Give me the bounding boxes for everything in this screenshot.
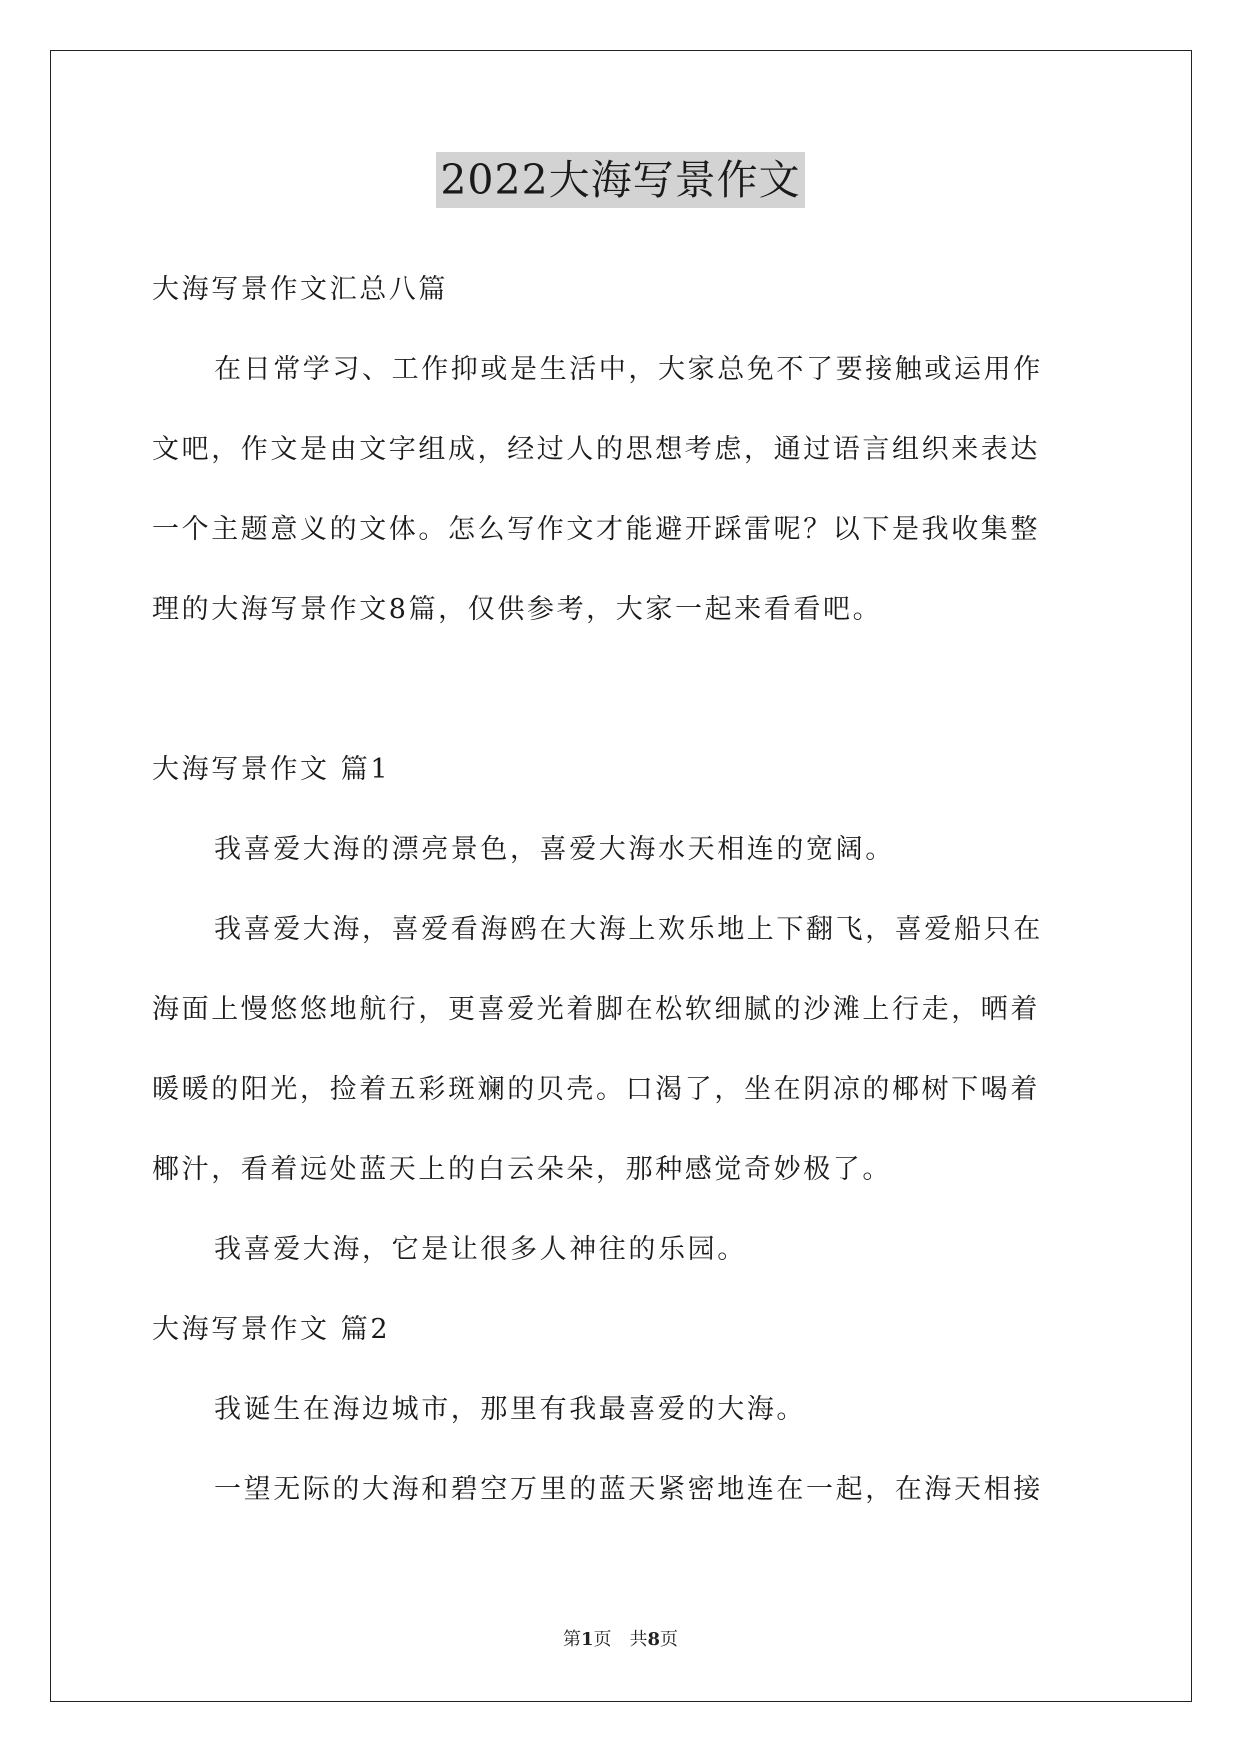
intro-line-3: 一个主题意义的文体。怎么写作文才能避开踩雷呢？以下是我收集整 bbox=[152, 514, 1040, 545]
section-1-line-6: 我喜爱大海，它是让很多人神往的乐园。 bbox=[214, 1234, 747, 1265]
section-1-heading: 大海写景作文 篇1 bbox=[152, 754, 391, 785]
intro-line-2: 文吧，作文是由文字组成，经过人的思想考虑，通过语言组织来表达 bbox=[152, 434, 1040, 465]
section-1-line-1: 我喜爱大海的漂亮景色，喜爱大海水天相连的宽阔。 bbox=[214, 834, 895, 865]
section-1-line-5: 椰汁，看着远处蓝天上的白云朵朵，那种感觉奇妙极了。 bbox=[152, 1154, 892, 1185]
intro-line-1: 在日常学习、工作抑或是生活中，大家总免不了要接触或运用作 bbox=[214, 354, 1043, 385]
page-suffix: 页 bbox=[660, 1629, 679, 1650]
document-subtitle: 大海写景作文汇总八篇 bbox=[152, 274, 448, 305]
section-2-heading: 大海写景作文 篇2 bbox=[152, 1314, 391, 1345]
section-1-line-2: 我喜爱大海，喜爱看海鸥在大海上欢乐地上下翻飞，喜爱船只在 bbox=[214, 914, 1043, 945]
section-1-line-4: 暖暖的阳光，捡着五彩斑斓的贝壳。口渴了，坐在阴凉的椰树下喝着 bbox=[152, 1074, 1040, 1105]
page-mid: 页 共 bbox=[593, 1629, 648, 1650]
section-1-line-3: 海面上慢悠悠地航行，更喜爱光着脚在松软细腻的沙滩上行走，晒着 bbox=[152, 994, 1040, 1025]
intro-line-4: 理的大海写景作文8篇，仅供参考，大家一起来看看吧。 bbox=[152, 594, 883, 625]
page-total: 8 bbox=[647, 1629, 661, 1650]
page-prefix: 第 bbox=[562, 1629, 581, 1650]
page-current: 1 bbox=[580, 1629, 594, 1650]
page-number bbox=[0, 1625, 1241, 1651]
blank-line bbox=[152, 650, 1096, 730]
section-2-line-1: 我诞生在海边城市，那里有我最喜爱的大海。 bbox=[214, 1394, 806, 1425]
section-2-line-2: 一望无际的大海和碧空万里的蓝天紧密地连在一起，在海天相接 bbox=[214, 1474, 1043, 1505]
document-title: 2022大海写景作文 bbox=[436, 152, 804, 208]
document-body bbox=[152, 250, 1096, 1530]
title-container bbox=[0, 152, 1241, 208]
